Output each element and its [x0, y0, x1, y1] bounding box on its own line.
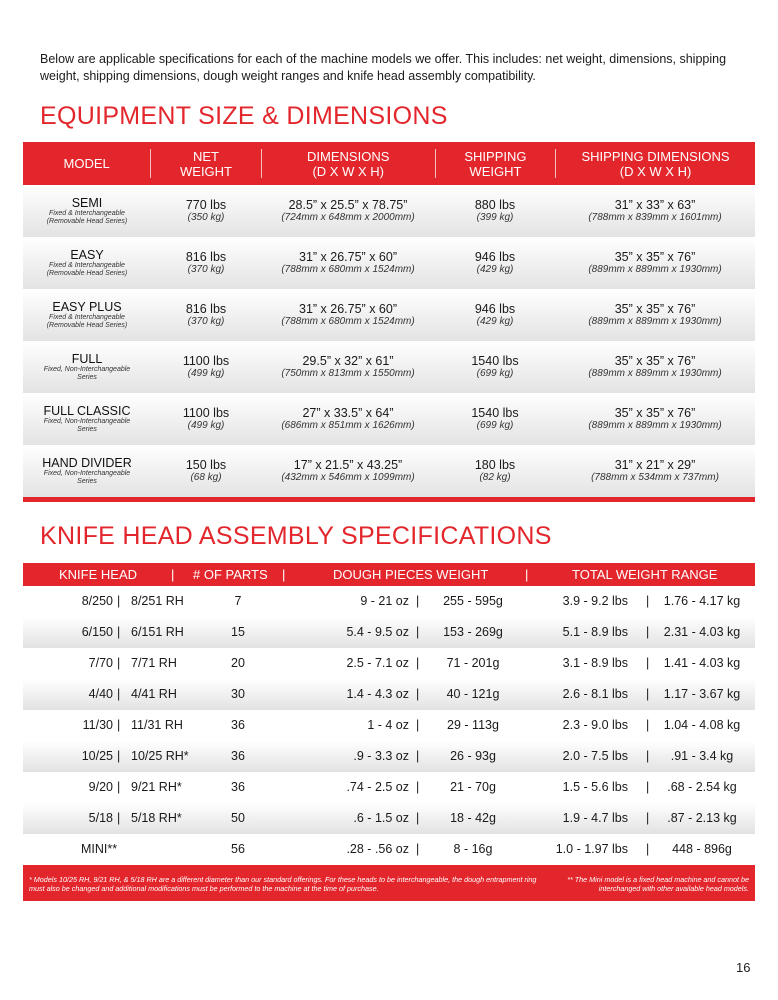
dimensions: 29.5” x 32” x 61”	[302, 354, 394, 368]
model-name: SEMI	[71, 195, 103, 210]
header-parts: # OF PARTS	[193, 567, 268, 582]
net-weight-kg: (370 kg)	[187, 316, 225, 327]
cell-sep: |	[646, 749, 650, 763]
net-weight-kg: (350 kg)	[187, 212, 225, 223]
net-weight: 1100 lbs	[182, 354, 230, 368]
model-desc: Fixed & Interchangeable	[49, 313, 125, 321]
cell-sep: |	[416, 749, 420, 763]
equipment-row	[23, 237, 755, 289]
cell-sep: |	[117, 594, 121, 608]
dimensions-cell	[261, 185, 435, 237]
total-weight-lbs: 1.0 - 1.97 lbs	[555, 842, 628, 856]
shipping-weight-kg: (399 kg)	[476, 212, 514, 223]
dough-weight-oz: 5.4 - 9.5 oz	[346, 625, 409, 639]
shipping-dimensions: 35” x 35” x 76”	[614, 406, 696, 420]
dimensions-cell	[261, 237, 435, 289]
net-weight: 1100 lbs	[182, 406, 230, 420]
net-weight: 816 lbs	[185, 302, 227, 316]
dimensions: 27” x 33.5” x 64”	[302, 406, 394, 420]
cell-sep: |	[117, 780, 121, 794]
knife-head-table	[23, 563, 755, 901]
shipping-dimensions-cell	[555, 237, 755, 289]
knife-head-id: 11/30	[82, 718, 113, 732]
total-weight-lbs: 2.0 - 7.5 lbs	[562, 749, 628, 763]
dough-weight-oz: 1 - 4 oz	[367, 718, 409, 732]
shipping-weight-cell	[435, 289, 555, 341]
knife-row	[23, 803, 755, 834]
shipping-dimensions-cell	[555, 341, 755, 393]
shipping-dimensions-mm: (788mm x 839mm x 1601mm)	[588, 212, 722, 223]
parts-count: 50	[231, 811, 245, 825]
knife-head-id: 7/70	[88, 656, 113, 670]
total-weight-lbs: 1.5 - 5.6 lbs	[562, 780, 628, 794]
cell-sep: |	[646, 842, 650, 856]
net-weight-cell	[151, 445, 261, 497]
dough-weight-g: 71 - 201g	[446, 656, 500, 670]
knife-head-rh-id: 7/71 RH	[131, 656, 177, 670]
shipping-dimensions-mm: (889mm x 889mm x 1930mm)	[588, 264, 722, 275]
knife-section-title: KNIFE HEAD ASSEMBLY SPECIFICATIONS	[40, 522, 552, 550]
header-model: MODEL	[23, 149, 151, 178]
dimensions: 31” x 26.75” x 60”	[299, 302, 397, 316]
dough-weight-oz: 1.4 - 4.3 oz	[346, 687, 409, 701]
knife-head-id: 9/20	[88, 780, 113, 794]
cell-sep: |	[416, 625, 420, 639]
net-weight-cell	[151, 185, 261, 237]
dimensions-mm: (788mm x 680mm x 1524mm)	[281, 316, 415, 327]
cell-sep: |	[646, 656, 650, 670]
cell-sep: |	[117, 625, 121, 639]
model-name: EASY	[70, 247, 104, 262]
model-cell	[23, 289, 151, 341]
dough-weight-g: 21 - 70g	[450, 780, 496, 794]
total-weight-kg: 1.04 - 4.08 kg	[663, 718, 741, 732]
shipping-dimensions: 35” x 35” x 76”	[614, 354, 696, 368]
total-weight-kg: 1.17 - 3.67 kg	[663, 687, 741, 701]
shipping-weight-kg: (699 kg)	[476, 420, 514, 431]
knife-head-rh-id: 5/18 RH*	[131, 811, 182, 825]
cell-sep: |	[416, 718, 420, 732]
cell-sep: |	[646, 625, 650, 639]
total-weight-kg: .91 - 3.4 kg	[670, 749, 734, 763]
model-desc: Series	[77, 425, 97, 433]
knife-table-body	[23, 586, 755, 865]
shipping-weight-kg: (429 kg)	[476, 316, 514, 327]
dimensions: 28.5” x 25.5” x 78.75”	[288, 198, 408, 212]
total-weight-kg: 1.41 - 4.03 kg	[663, 656, 741, 670]
net-weight-kg: (499 kg)	[187, 368, 225, 379]
model-desc: Fixed & Interchangeable	[49, 261, 125, 269]
total-weight-kg: .87 - 2.13 kg	[667, 811, 737, 825]
knife-row	[23, 741, 755, 772]
dough-weight-g: 40 - 121g	[446, 687, 500, 701]
parts-count: 7	[234, 594, 242, 608]
model-desc: Fixed, Non-Interchangeable	[43, 469, 131, 477]
parts-count: 30	[231, 687, 245, 701]
header-sep: |	[282, 567, 286, 582]
model-cell	[23, 237, 151, 289]
knife-row	[23, 617, 755, 648]
dimensions: 17” x 21.5” x 43.25”	[293, 458, 403, 472]
shipping-weight: 1540 lbs	[471, 354, 519, 368]
equipment-row	[23, 445, 755, 497]
dimensions-cell	[261, 393, 435, 445]
net-weight-cell	[151, 393, 261, 445]
cell-sep: |	[416, 842, 420, 856]
model-desc: (Removable Head Series)	[46, 321, 128, 329]
net-weight-cell	[151, 289, 261, 341]
knife-head-rh-id: 10/25 RH*	[131, 749, 189, 763]
knife-head-id: 4/40	[88, 687, 113, 701]
shipping-weight-kg: (82 kg)	[479, 472, 511, 483]
knife-table-header	[23, 563, 755, 586]
knife-head-rh-id: 11/31 RH	[131, 718, 183, 732]
shipping-dimensions-mm: (889mm x 889mm x 1930mm)	[588, 420, 722, 431]
shipping-dimensions-mm: (889mm x 889mm x 1930mm)	[588, 316, 722, 327]
dough-weight-g: 8 - 16g	[453, 842, 493, 856]
total-weight-lbs: 3.9 - 9.2 lbs	[562, 594, 628, 608]
model-cell	[23, 341, 151, 393]
equipment-table-header	[23, 142, 755, 185]
shipping-dimensions-cell	[555, 185, 755, 237]
dough-weight-oz: .74 - 2.5 oz	[346, 780, 409, 794]
dough-weight-g: 153 - 269g	[443, 625, 503, 639]
knife-head-rh-id: 6/151 RH	[131, 625, 184, 639]
total-weight-kg: .68 - 2.54 kg	[667, 780, 737, 794]
shipping-dimensions: 31” x 33” x 63”	[614, 198, 696, 212]
model-cell	[23, 185, 151, 237]
dough-weight-oz: 9 - 21 oz	[360, 594, 409, 608]
dough-weight-oz: .9 - 3.3 oz	[353, 749, 409, 763]
shipping-dimensions-mm: (788mm x 534mm x 737mm)	[591, 472, 719, 483]
shipping-weight-cell	[435, 237, 555, 289]
cell-sep: |	[646, 718, 650, 732]
total-weight-lbs: 5.1 - 8.9 lbs	[562, 625, 628, 639]
shipping-weight-cell	[435, 393, 555, 445]
cell-sep: |	[117, 749, 121, 763]
dough-weight-oz: .6 - 1.5 oz	[353, 811, 409, 825]
model-desc: Fixed, Non-Interchangeable	[43, 365, 131, 373]
dough-weight-oz: .28 - .56 oz	[346, 842, 409, 856]
total-weight-lbs: 2.3 - 9.0 lbs	[562, 718, 628, 732]
parts-count: 56	[231, 842, 245, 856]
parts-count: 36	[231, 749, 245, 763]
footnote-left: * Models 10/25 RH, 9/21 RH, & 5/18 RH are a different diameter than our standard offerings. For these heads to be interchangeable, the dough entrapment ring must also be changed and additional modifications must be performed to the machine at the time of purchase.	[29, 875, 537, 893]
model-cell	[23, 393, 151, 445]
knife-head-id: MINI**	[81, 842, 118, 856]
net-weight-cell	[151, 237, 261, 289]
dimensions-mm: (724mm x 648mm x 2000mm)	[281, 212, 415, 223]
model-desc: Fixed, Non-Interchangeable	[43, 417, 131, 425]
header-total-weight: TOTAL WEIGHT RANGE	[572, 567, 718, 582]
knife-row	[23, 586, 755, 617]
shipping-weight: 946 lbs	[474, 250, 516, 264]
equipment-section-title: EQUIPMENT SIZE & DIMENSIONS	[40, 102, 448, 130]
cell-sep: |	[416, 780, 420, 794]
equipment-table-body	[23, 185, 755, 497]
net-weight-kg: (499 kg)	[187, 420, 225, 431]
model-name: HAND DIVIDER	[42, 455, 132, 470]
model-desc: (Removable Head Series)	[46, 269, 128, 277]
total-weight-lbs: 3.1 - 8.9 lbs	[562, 656, 628, 670]
shipping-weight: 180 lbs	[474, 458, 516, 472]
knife-head-id: 6/150	[81, 625, 113, 639]
knife-row	[23, 648, 755, 679]
shipping-dimensions-cell	[555, 289, 755, 341]
knife-head-id: 5/18	[88, 811, 113, 825]
cell-sep: |	[117, 687, 121, 701]
shipping-dimensions-cell	[555, 393, 755, 445]
net-weight: 150 lbs	[185, 458, 227, 472]
total-weight-kg: 2.31 - 4.03 kg	[663, 625, 741, 639]
header-sep: |	[525, 567, 529, 582]
dough-weight-g: 29 - 113g	[447, 718, 499, 732]
header-shipping-dimensions: SHIPPING DIMENSIONS (D X W X H)	[581, 148, 730, 179]
shipping-weight-cell	[435, 185, 555, 237]
model-desc: Fixed & Interchangeable	[49, 209, 125, 217]
model-name: FULL CLASSIC	[43, 403, 131, 418]
knife-row	[23, 710, 755, 741]
shipping-weight-kg: (699 kg)	[476, 368, 514, 379]
model-desc: Series	[77, 373, 97, 381]
model-desc: Series	[77, 477, 97, 485]
equipment-row	[23, 185, 755, 237]
cell-sep: |	[117, 811, 121, 825]
cell-sep: |	[646, 811, 650, 825]
parts-count: 36	[231, 718, 245, 732]
total-weight-lbs: 2.6 - 8.1 lbs	[562, 687, 628, 701]
dimensions: 31” x 26.75” x 60”	[299, 250, 397, 264]
parts-count: 36	[231, 780, 245, 794]
cell-sep: |	[416, 811, 420, 825]
model-cell	[23, 445, 151, 497]
footnote-right: ** The Mini model is a fixed head machine and cannot be interchanged with other available head models.	[567, 875, 749, 893]
cell-sep: |	[646, 780, 650, 794]
knife-row	[23, 679, 755, 710]
knife-head-rh-id: 9/21 RH*	[131, 780, 182, 794]
equipment-row	[23, 393, 755, 445]
cell-sep: |	[416, 594, 420, 608]
model-name: FULL	[71, 351, 103, 366]
net-weight-kg: (68 kg)	[190, 472, 222, 483]
net-weight: 770 lbs	[185, 198, 227, 212]
equipment-row	[23, 289, 755, 341]
header-shipping-weight: SHIPPING WEIGHT	[436, 149, 556, 178]
shipping-dimensions: 35” x 35” x 76”	[614, 302, 696, 316]
dimensions-mm: (686mm x 851mm x 1626mm)	[281, 420, 415, 431]
net-weight-cell	[151, 341, 261, 393]
dimensions-mm: (788mm x 680mm x 1524mm)	[281, 264, 415, 275]
shipping-weight: 1540 lbs	[471, 406, 519, 420]
knife-head-id: 8/250	[81, 594, 113, 608]
total-weight-lbs: 1.9 - 4.7 lbs	[562, 811, 628, 825]
dimensions-cell	[261, 445, 435, 497]
shipping-dimensions: 35” x 35” x 76”	[614, 250, 696, 264]
knife-row	[23, 772, 755, 803]
net-weight-kg: (370 kg)	[187, 264, 225, 275]
dimensions-mm: (750mm x 813mm x 1550mm)	[281, 368, 415, 379]
cell-sep: |	[646, 594, 650, 608]
page-number: 16	[736, 960, 751, 975]
dimensions-cell	[261, 289, 435, 341]
dimensions-cell	[261, 341, 435, 393]
header-dimensions: DIMENSIONS (D X W X H)	[262, 149, 436, 178]
cell-sep: |	[117, 718, 121, 732]
dough-weight-oz: 2.5 - 7.1 oz	[346, 656, 409, 670]
footnotes	[23, 865, 755, 901]
knife-row	[23, 834, 755, 865]
shipping-dimensions: 31” x 21” x 29”	[614, 458, 696, 472]
parts-count: 15	[231, 625, 245, 639]
total-weight-kg: 1.76 - 4.17 kg	[663, 594, 741, 608]
shipping-dimensions-mm: (889mm x 889mm x 1930mm)	[588, 368, 722, 379]
equipment-row	[23, 341, 755, 393]
intro-paragraph: Below are applicable specifications for each of the machine models we offer. This includes: net weight, dimensions, shipping weight, shipping dimensions, dough weight ranges and knife head assembly compatibility.	[40, 52, 727, 83]
dough-weight-g: 26 - 93g	[450, 749, 496, 763]
dough-weight-g: 18 - 42g	[450, 811, 496, 825]
header-knife-head: KNIFE HEAD	[59, 567, 138, 582]
shipping-weight: 946 lbs	[474, 302, 516, 316]
shipping-dimensions-cell	[555, 445, 755, 497]
knife-head-rh-id: 4/41 RH	[131, 687, 177, 701]
header-sep: |	[171, 567, 175, 582]
shipping-weight-cell	[435, 445, 555, 497]
cell-sep: |	[117, 656, 121, 670]
equipment-table-bottom-bar	[23, 497, 755, 502]
cell-sep: |	[416, 656, 420, 670]
total-weight-kg: 448 - 896g	[672, 842, 732, 856]
knife-head-rh-id: 8/251 RH	[131, 594, 184, 608]
parts-count: 20	[231, 656, 245, 670]
dimensions-mm: (432mm x 546mm x 1099mm)	[281, 472, 415, 483]
header-dough-weight: DOUGH PIECES WEIGHT	[333, 567, 489, 582]
shipping-weight: 880 lbs	[474, 198, 516, 212]
shipping-weight-kg: (429 kg)	[476, 264, 514, 275]
net-weight: 816 lbs	[185, 250, 227, 264]
model-name: EASY PLUS	[52, 299, 122, 314]
dough-weight-g: 255 - 595g	[443, 594, 503, 608]
header-net-weight: NET WEIGHT	[151, 149, 261, 178]
cell-sep: |	[416, 687, 420, 701]
cell-sep: |	[646, 687, 650, 701]
model-desc: (Removable Head Series)	[46, 217, 128, 225]
knife-head-id: 10/25	[81, 749, 113, 763]
equipment-table	[23, 142, 755, 502]
shipping-weight-cell	[435, 341, 555, 393]
